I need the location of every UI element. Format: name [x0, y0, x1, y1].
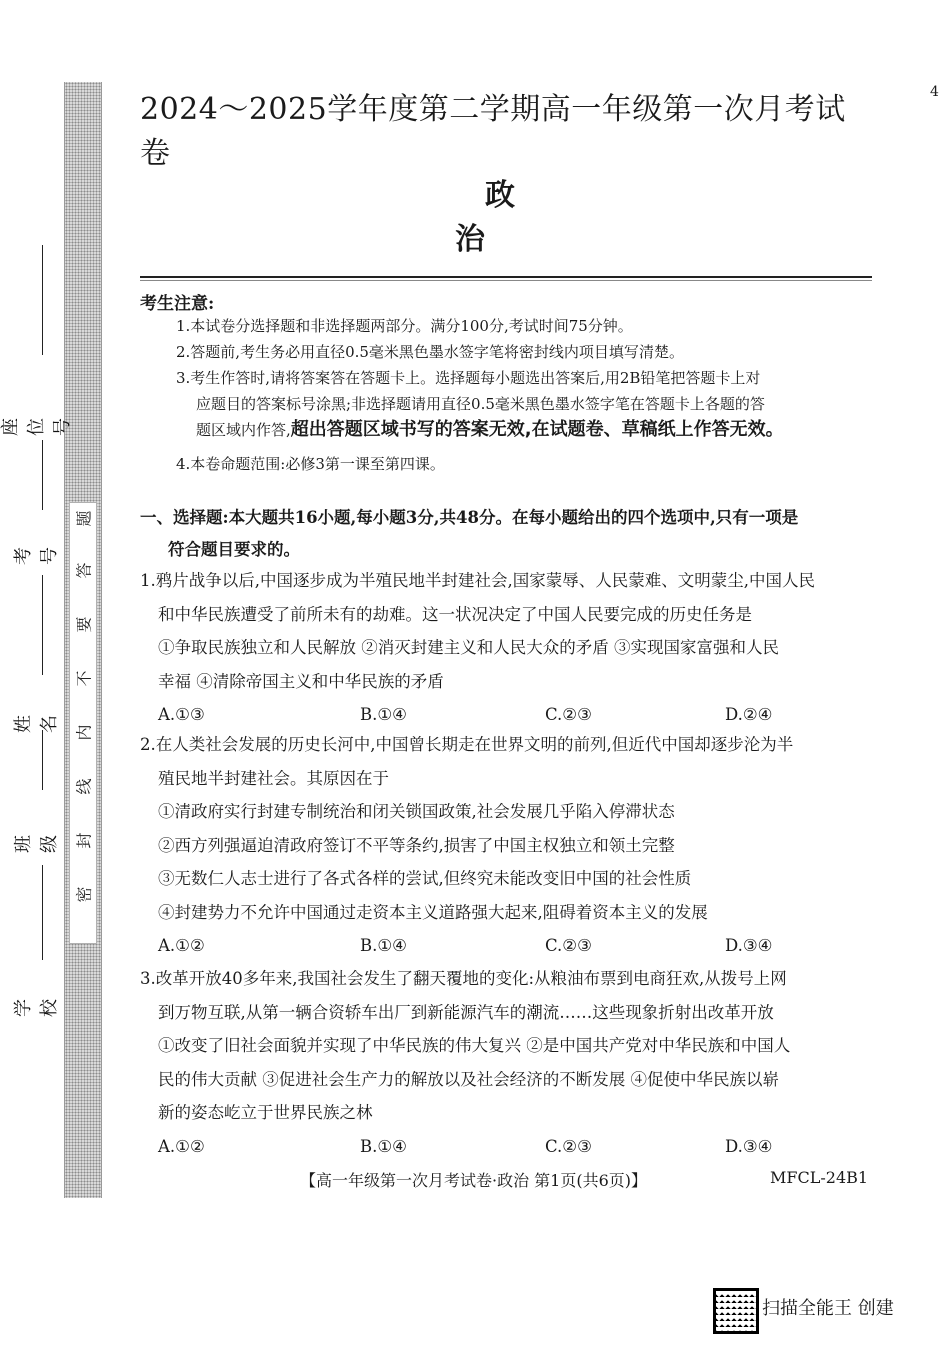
field-exam-no-label: 考号 [13, 547, 60, 565]
page-footer: 【高一年级第一次月考试卷·政治 第1页(共6页)】 [300, 1171, 648, 1190]
options-row [140, 1130, 885, 1163]
option-a[interactable]: A.①② [158, 936, 205, 955]
option-a[interactable]: A.①② [158, 1136, 205, 1156]
question-line: ①清政府实行封建专制统治和闭关锁国政策,社会发展几乎陷入停滞状态 [158, 802, 675, 821]
section-heading [140, 502, 885, 566]
notice-item: 4.本卷命题范围:必修3第一课至第四课。 [176, 455, 445, 473]
seal-char: 题 [74, 510, 94, 527]
header-rule-thin [140, 280, 872, 281]
question-line: 3.改革开放40多年来,我国社会发生了翻天覆地的变化:从粮油布票到电商狂欢,从拨号上网 [140, 969, 787, 988]
question-line: 幸福 ④清除帝国主义和中华民族的矛盾 [158, 671, 444, 691]
section-line: 一、选择题:本大题共16小题,每小题3分,共48分。在每小题给出的四个选项中,只有一项是 [140, 508, 799, 527]
seal-char: 不 [74, 670, 94, 687]
exam-title: 2024～2025学年度第二学期高一年级第一次月考试卷 [140, 92, 846, 171]
seal-char: 内 [74, 724, 94, 741]
paper-code: MFCL-24B1 [770, 1168, 869, 1187]
field-seat-label: 座位号 [0, 418, 73, 436]
question-3 [140, 962, 885, 1163]
notice-item: 1.本试卷分选择题和非选择题两部分。满分100分,考试时间75分钟。 [176, 317, 633, 335]
question-line: ②西方列强逼迫清政府签订不平等条约,损害了中国主权独立和领土完整 [158, 835, 675, 855]
option-c[interactable]: C.②③ [545, 705, 592, 724]
option-b[interactable]: B.①④ [360, 1136, 407, 1156]
header-rule [140, 276, 872, 278]
field-name-label: 姓名 [13, 715, 60, 733]
seal-char: 答 [74, 562, 94, 579]
question-line: ①改变了旧社会面貌并实现了中华民族的伟大复兴 ②是中国共产党对中华民族和中国人 [158, 1036, 791, 1055]
corner-mark: 4 [930, 84, 939, 100]
seal-char: 封 [74, 832, 94, 849]
question-line: 民的伟大贡献 ③促进社会生产力的解放以及社会经济的不断发展 ④促使中华民族以崭 [158, 1069, 779, 1089]
notice-item-with-emphasis [196, 417, 896, 443]
question-line: ④封建势力不允许中国通过走资本主义道路强大起来,阻碍着资本主义的发展 [158, 902, 708, 922]
field-exam-no-line[interactable] [42, 440, 43, 510]
options-row [140, 698, 885, 731]
subject-title: 政 治 [455, 178, 575, 257]
option-c[interactable]: C.②③ [545, 936, 592, 955]
question-line: 1.鸦片战争以后,中国逐步成为半殖民地半封建社会,国家蒙辱、人民蒙难、文明蒙尘,中国人民 [140, 571, 815, 590]
option-d[interactable]: D.③④ [725, 936, 773, 955]
question-line: ③无数仁人志士进行了各式各样的尝试,但终究未能改变旧中国的社会性质 [158, 869, 692, 888]
notice-emphasis: 超出答题区域书写的答案无效,在试题卷、草稿纸上作答无效。 [290, 419, 784, 440]
section-line: 符合题目要求的。 [168, 540, 300, 559]
option-c[interactable]: C.②③ [545, 1136, 592, 1156]
seal-char: 密 [74, 886, 94, 903]
seal-line-box [69, 502, 97, 944]
notice-item: 应题目的答案标号涂黑;非选择题请用直径0.5毫米黑色墨水签字笔在答题卡上各题的答 [196, 395, 765, 413]
question-line: 2.在人类社会发展的历史长河中,中国曾长期走在世界文明的前列,但近代中国却逐步沦为半 [140, 735, 794, 754]
seal-char: 要 [74, 616, 94, 633]
question-line: 殖民地半封建社会。其原因在于 [158, 768, 389, 788]
scanner-watermark: 扫描全能王 创建 [762, 1298, 894, 1319]
question-1 [140, 564, 885, 731]
field-class-label: 班级 [13, 835, 60, 853]
question-2 [140, 728, 885, 962]
notice-item: 2.答题前,考生务必用直径0.5毫米黑色墨水签字笔将密封线内项目填写清楚。 [176, 343, 684, 361]
question-line: 和中华民族遭受了前所未有的劫难。这一状况决定了中国人民要完成的历史任务是 [158, 604, 752, 624]
option-a[interactable]: A.①③ [158, 705, 205, 724]
binding-strip [64, 82, 102, 1198]
question-line: 新的姿态屹立于世界民族之林 [158, 1103, 373, 1122]
option-b[interactable]: B.①④ [360, 705, 407, 724]
option-d[interactable]: D.②④ [725, 705, 773, 724]
options-row [140, 929, 885, 962]
seal-char: 线 [74, 778, 94, 795]
qr-code-icon [713, 1288, 759, 1334]
field-name-line[interactable] [42, 575, 43, 675]
question-line: ①争取民族独立和人民解放 ②消灭封建主义和人民大众的矛盾 ③实现国家富强和人民 [158, 638, 779, 657]
notice-item: 题区域内作答, [196, 421, 291, 439]
option-b[interactable]: B.①④ [360, 936, 407, 955]
option-d[interactable]: D.③④ [725, 1136, 773, 1156]
field-school-line[interactable] [42, 865, 43, 960]
notice-title: 考生注意: [140, 294, 215, 314]
question-line: 到万物互联,从第一辆合资轿车出厂到新能源汽车的潮流……这些现象折射出改革开放 [158, 1002, 774, 1022]
field-class-line[interactable] [42, 730, 43, 790]
notice-item: 3.考生作答时,请将答案答在答题卡上。选择题每小题选出答案后,用2B铅笔把答题卡上对 [176, 369, 761, 387]
field-school-label: 学校 [13, 999, 60, 1017]
field-seat-line[interactable] [42, 245, 43, 355]
